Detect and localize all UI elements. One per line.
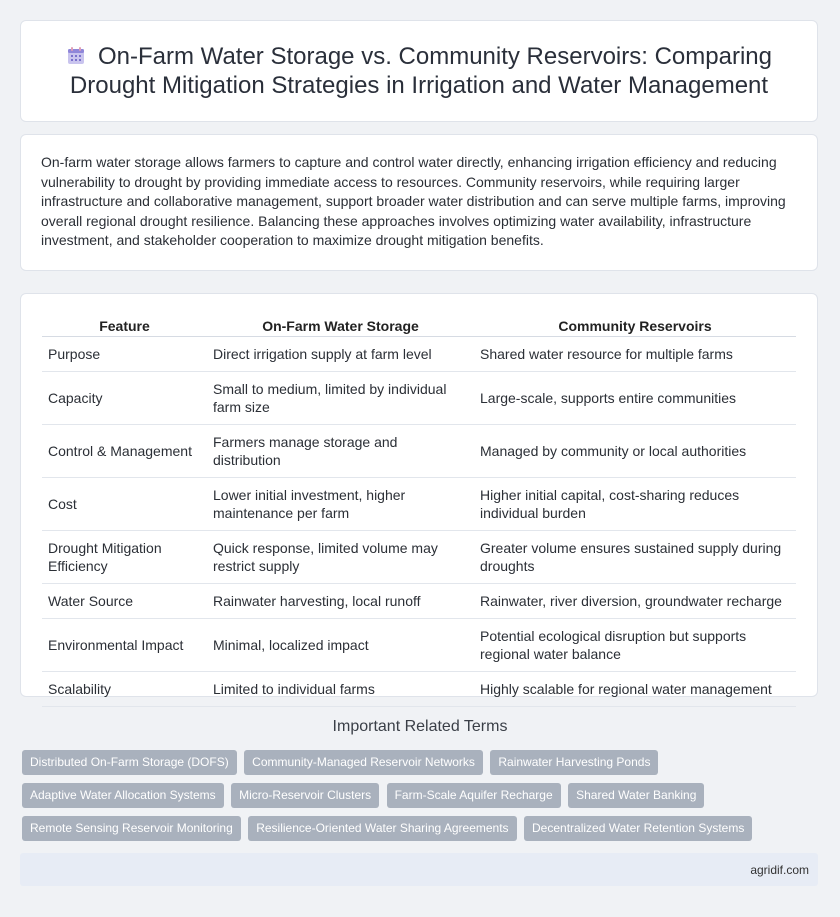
table-cell: Lower initial investment, higher maintenance per farm [207, 478, 474, 531]
table-row [42, 337, 796, 372]
calendar-icon [66, 46, 86, 66]
related-term-tag[interactable]: Shared Water Banking [568, 783, 704, 808]
page-title-text: On-Farm Water Storage vs. Community Reservoirs: Comparing Drought Mitigation Strategies in Irrigation and Water Management [69, 43, 772, 99]
table-cell: Potential ecological disruption but supports regional water balance [474, 619, 796, 672]
table-cell: Minimal, localized impact [207, 619, 474, 672]
table-cell: Large-scale, supports entire communities [474, 372, 796, 425]
table-header-row [42, 312, 796, 337]
related-term-tag[interactable]: Community-Managed Reservoir Networks [244, 750, 483, 775]
table-cell: Direct irrigation supply at farm level [207, 337, 474, 372]
column-header: Community Reservoirs [474, 312, 796, 337]
related-term-tag[interactable]: Rainwater Harvesting Ponds [490, 750, 658, 775]
table-row [42, 531, 796, 584]
column-header: Feature [42, 312, 207, 337]
table-cell: Shared water resource for multiple farms [474, 337, 796, 372]
related-term-tag[interactable]: Adaptive Water Allocation Systems [22, 783, 224, 808]
table-row [42, 478, 796, 531]
title-card [20, 20, 818, 122]
table-cell: Highly scalable for regional water management [474, 672, 796, 707]
column-header: On-Farm Water Storage [207, 312, 474, 337]
table-cell: Control & Management [42, 425, 207, 478]
table-row [42, 584, 796, 619]
page-title [21, 42, 817, 100]
related-term-tag[interactable]: Resilience-Oriented Water Sharing Agreements [248, 816, 516, 841]
table-cell: Rainwater harvesting, local runoff [207, 584, 474, 619]
footer-site-link[interactable]: agridif.com [750, 863, 809, 877]
table-cell: Capacity [42, 372, 207, 425]
related-terms-list [22, 750, 818, 849]
table-cell: Quick response, limited volume may restrict supply [207, 531, 474, 584]
related-term-tag[interactable]: Micro-Reservoir Clusters [231, 783, 379, 808]
table-row [42, 672, 796, 707]
table-cell: Managed by community or local authorities [474, 425, 796, 478]
table-cell: Limited to individual farms [207, 672, 474, 707]
related-term-tag[interactable]: Distributed On-Farm Storage (DOFS) [22, 750, 237, 775]
table-cell: Higher initial capital, cost-sharing reduces individual burden [474, 478, 796, 531]
table-cell: Drought Mitigation Efficiency [42, 531, 207, 584]
related-term-tag[interactable]: Remote Sensing Reservoir Monitoring [22, 816, 241, 841]
table-cell: Scalability [42, 672, 207, 707]
footer [20, 853, 818, 886]
table-cell: Water Source [42, 584, 207, 619]
related-term-tag[interactable]: Farm-Scale Aquifer Recharge [387, 783, 561, 808]
table-cell: Greater volume ensures sustained supply during droughts [474, 531, 796, 584]
table-row [42, 425, 796, 478]
table-cell: Small to medium, limited by individual farm size [207, 372, 474, 425]
table-row [42, 372, 796, 425]
related-term-tag[interactable]: Decentralized Water Retention Systems [524, 816, 752, 841]
table-cell: Cost [42, 478, 207, 531]
table-cell: Farmers manage storage and distribution [207, 425, 474, 478]
comparison-card [20, 293, 818, 697]
comparison-table [42, 312, 796, 707]
intro-text: On-farm water storage allows farmers to capture and control water directly, enhancing irrigation efficiency and reducing vulnerability to drought by providing immediate access to resources. Community reservoirs, while requiring larger infrastructure and collaborative management, support broader water distribution and can serve multiple farms, improving overall regional drought resilience. Balancing these approaches involves optimizing water availability, infrastructure investment, and stakeholder cooperation to maximize drought mitigation benefits. [41, 154, 786, 249]
table-cell: Environmental Impact [42, 619, 207, 672]
table-row [42, 619, 796, 672]
intro-card [20, 134, 818, 271]
related-terms-title: Important Related Terms [332, 718, 508, 735]
table-cell: Rainwater, river diversion, groundwater recharge [474, 584, 796, 619]
table-cell: Purpose [42, 337, 207, 372]
